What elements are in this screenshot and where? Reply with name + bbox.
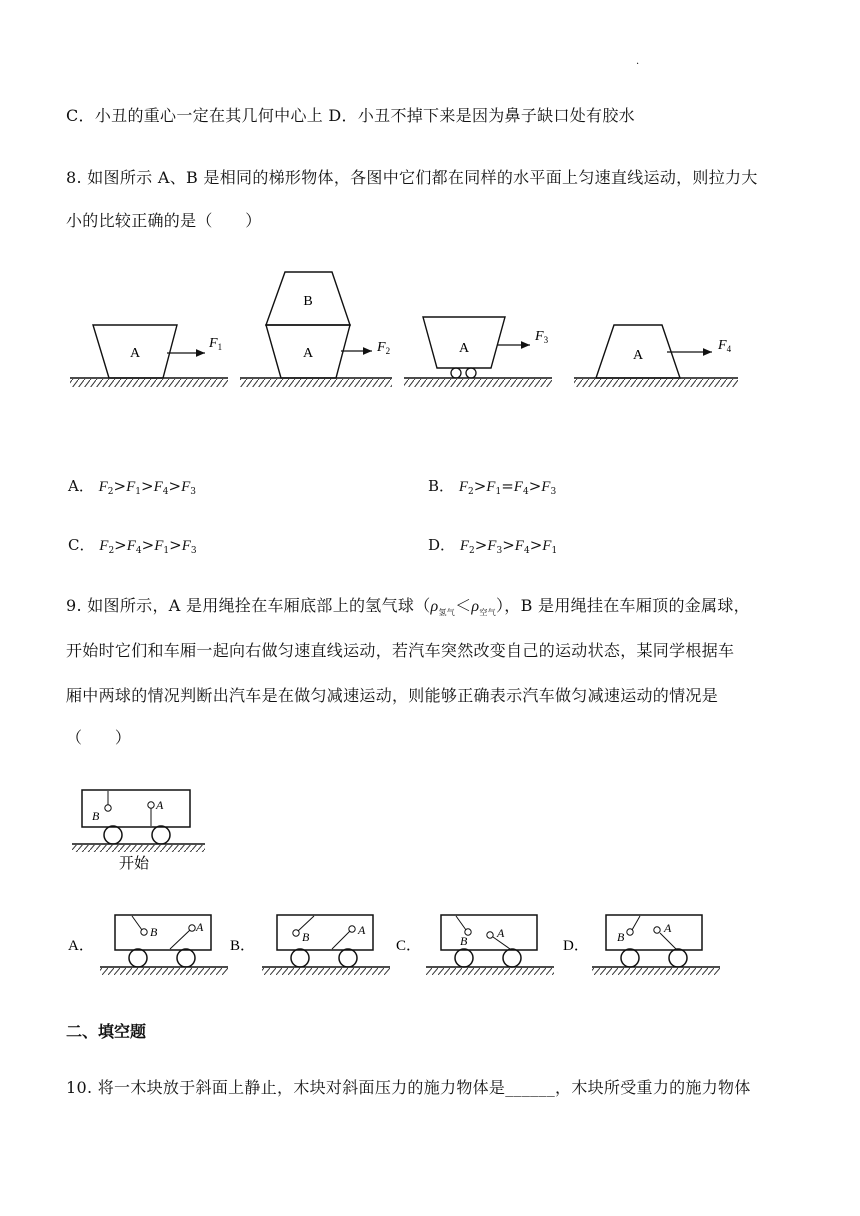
- q8-fig2-label-a: A: [302, 346, 314, 361]
- svg-text:C．: C．: [396, 938, 422, 954]
- q8-fig1-force: $F_1$: [209, 336, 223, 352]
- svg-text:B．: B．: [230, 938, 256, 954]
- svg-text:A: A: [664, 921, 672, 935]
- section-title-fill-blank: 二、填空题: [66, 1022, 147, 1041]
- svg-text:A: A: [497, 926, 505, 940]
- q10-stem-line1: 10. 将一木块放于斜面上静止，木块对斜面压力的施力物体是______，木块所受重力的施力物体: [66, 1078, 751, 1097]
- q9-option-a-figure[interactable]: [68, 915, 228, 975]
- q9-start-figure: [0, 780, 260, 880]
- q9-option-d-figure[interactable]: [563, 915, 720, 975]
- q8-option-c[interactable]: C． $F_2>F_4>F_1>F_3$: [68, 536, 197, 556]
- svg-text:A: A: [156, 798, 164, 812]
- svg-text:B: B: [150, 925, 158, 939]
- q8-fig3: [404, 317, 552, 387]
- q9-start-ball-a: [148, 802, 154, 808]
- svg-text:A．: A．: [68, 938, 94, 954]
- q8-option-d[interactable]: D． $F_2>F_3>F_4>F_1$: [428, 536, 558, 556]
- q8-stem-line1: 8. 如图所示 A、B 是相同的梯形物体，各图中它们都在同样的水平面上匀速直线运动，则拉力大: [66, 168, 758, 187]
- q8-fig3-wheel-left: [451, 368, 461, 378]
- q8-fig3-label-a: A: [458, 341, 470, 356]
- q8-fig1: [70, 325, 228, 387]
- q8-fig4-label-a: A: [632, 348, 644, 363]
- svg-text:B: B: [617, 930, 625, 944]
- q8-figure: [0, 260, 860, 400]
- q9-stem-line1: 9. 如图所示，A 是用绳拴在车厢底部上的氢气球$(\rho_{氢气}<\rho_{空气})$，B 是用绳挂在车厢顶的金属球，: [66, 596, 750, 617]
- q9-start-wheel-left: [104, 826, 122, 844]
- q9-start-wheel-right: [152, 826, 170, 844]
- q8-option-a[interactable]: A． $F_2>F_1>F_4>F_3$: [68, 477, 196, 497]
- svg-text:B: B: [92, 809, 100, 823]
- svg-text:B: B: [302, 930, 310, 944]
- svg-text:B: B: [460, 934, 468, 948]
- header-dot: .: [636, 56, 640, 67]
- q8-fig2-label-b: B: [303, 294, 313, 309]
- q9-stem-line2: 开始时它们和车厢一起向右做匀速直线运动，若汽车突然改变自己的运动状态，某同学根据车: [66, 641, 735, 660]
- q8-fig3-force: $F_3$: [535, 329, 549, 345]
- q9-start-ball-b: [105, 805, 111, 811]
- q9-option-b-figure[interactable]: [230, 915, 390, 975]
- q9-stem-line3: 厢中两球的情况判断出汽车是在做匀减速运动，则能够正确表示汽车做匀减速运动的情况是: [66, 686, 719, 705]
- q9-option-c-figure[interactable]: [396, 915, 554, 975]
- q8-fig4-force: $F_4$: [718, 338, 732, 354]
- q8-fig2-force: $F_2$: [377, 340, 391, 356]
- q8-fig1-label-a: A: [129, 346, 141, 361]
- q9-stem-line4: （ ）: [66, 728, 132, 747]
- svg-text:A: A: [358, 923, 366, 937]
- q9-options-figure: [0, 905, 860, 980]
- q8-stem-line2: 小的比较正确的是（ ）: [66, 211, 262, 230]
- q8-fig4: [574, 325, 738, 387]
- q8-fig2: [240, 272, 392, 387]
- q8-option-b[interactable]: B． $F_2>F_1=F_4>F_3$: [428, 477, 557, 497]
- q7-options-line: C．小丑的重心一定在其几何中心上 D．小丑不掉下来是因为鼻子缺口处有胶水: [66, 106, 635, 125]
- q9-start-label: 开始: [118, 856, 150, 872]
- svg-text:D．: D．: [563, 938, 589, 954]
- svg-text:A: A: [196, 920, 204, 934]
- q8-fig3-wheel-right: [466, 368, 476, 378]
